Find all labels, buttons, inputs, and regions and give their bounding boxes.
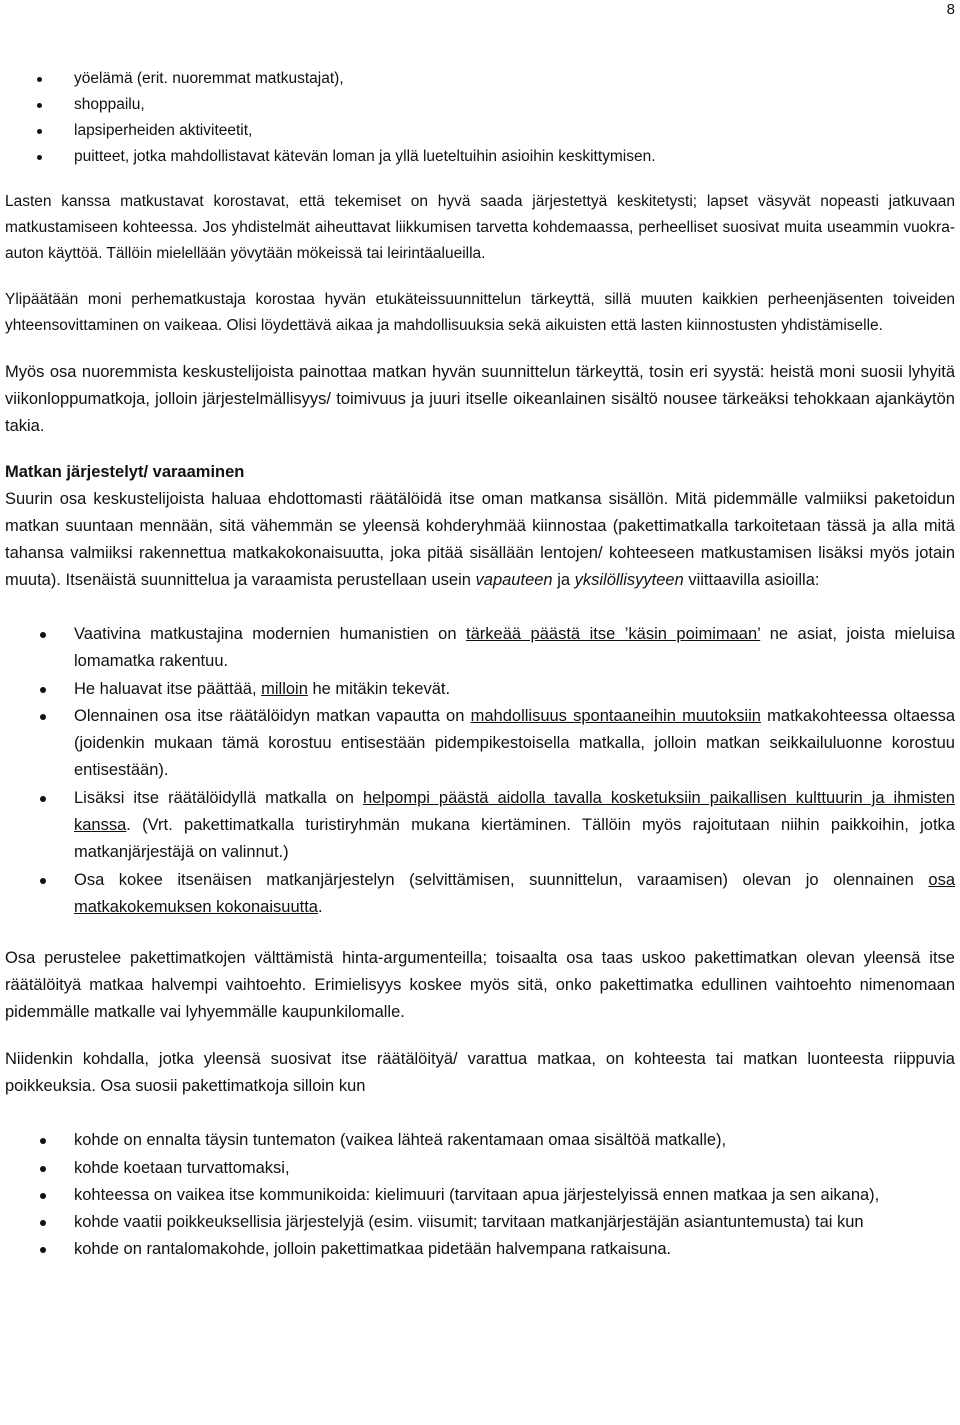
paragraph-tailoring (5, 486, 955, 594)
bullet-list-reasons (5, 621, 955, 921)
paragraph-younger: Myös osa nuoremmista keskustelijoista painottaa matkan hyvän suunnittelun tärkeyttä, tosin eri syystä: heistä moni suosii lyhyitä viikonloppumatkoja, jolloin järjestelmällisyys/ toimivuus ja juuri itselle oikeanlainen sisältö nousee tärkeäksi tehokkaan ajankäytön takia. (5, 363, 955, 435)
paragraph-price: Osa perustelee pakettimatkojen välttämistä hinta-argumenteilla; toisaalta osa taas uskoo pakettimatkan olevan yleensä itse räätälöityä matkaa halvempi vaihtoehto. Erimielisyys koskee myös sitä, onko pakettimatka edullinen vaihtoehto nimenomaan pidemmälle matkalle vai lyhyemmälle kaupunkilomalle. (5, 949, 955, 1022)
item-text: Osa kokee itsenäisen matkanjärjestelyn (selvittämisen, suunnittelun, varaamisen) olevan jo olennainen (74, 870, 929, 889)
underlined-text: tärkeää päästä itse ’käsin poimimaan’ (466, 625, 761, 643)
paragraph-text: ja (552, 571, 575, 589)
paragraph-text: viittaavilla asioilla: (683, 571, 820, 589)
paragraph-text: Suurin osa keskustelijoista haluaa ehdottomasti räätälöidä itse oman matkansa sisällön. Mitä pidemmälle valmiiksi paketoidun matkan suuntaan mennään, sitä vähemmän se yleensä kohderyhmää kiinnostaa (pakettimatkalla tarkoitetaan tässä ja alla mitä tahansa valmiiksi rakennettua matkakokonaisuutta, joka pitää sisällään lentojen/ kohteeseen matkustamisen lisäksi myös jotain muuta). Itsenäistä suunnittelua ja varaamista perustellaan usein (5, 490, 955, 589)
list-item: kohde vaatii poikkeuksellisia järjestelyjä (esim. viisumit; tarvitaan matkanjärjestäjän asiantuntemusta) tai kun (5, 1209, 955, 1236)
bullet-list-package-cases (5, 1127, 955, 1263)
list-item: kohteessa on vaikea itse kommunikoida: kielimuuri (tarvitaan apua järjestelyissä ennen matkaa ja sen aikana), (5, 1182, 955, 1209)
paragraph-planning: Ylipäätään moni perhematkustaja korostaa hyvän etukäteissuunnittelun tärkeyttä, sillä muuten kaikkien perheenjäsenten toiveiden yhteensovittaminen on vaikeaa. Olisi löydettävä aikaa ja mahdollisuuksia sekä aikuisten että lasten kiinnostusten yhdistämiselle. (5, 291, 955, 334)
list-item: yöelämä (erit. nuoremmat matkustajat), (5, 66, 955, 92)
list-item (5, 785, 955, 867)
list-item (5, 703, 955, 785)
item-text: he mitäkin tekevät. (307, 679, 451, 698)
underlined-text: mahdollisuus spontaaneihin muutoksiin (470, 706, 761, 725)
list-item: lapsiperheiden aktiviteetit, (5, 118, 955, 144)
list-item (5, 621, 955, 676)
document-body (5, 66, 955, 1264)
underlined-text: helpompi päästä aidolla tavalla kosketuksiin paikallisen kulttuurin ja ihmisten kanssa (74, 788, 955, 835)
list-item (5, 676, 955, 703)
list-item: puitteet, jotka mahdollistavat kätevän loman ja yllä lueteltuihin asioihin keskittymisen. (5, 144, 955, 170)
paragraph-families: Lasten kanssa matkustavat korostavat, että tekemiset on hyvä saada järjestettyä keskitetysti; lapset väsyvät nopeasti jatkuvaan matkustamiseen kohteessa. Jos yhdistelmät aiheuttavat liikkumisen tarvetta kohdemaassa, perheelliset suosivat muita useammin vuokra-auton käyttöä. Tällöin mielellään yövytään mökeissä tai leirintäalueilla. (5, 193, 955, 262)
page-number: 8 (946, 1, 955, 18)
underlined-text: milloin (261, 679, 308, 698)
section-heading: Matkan järjestelyt/ varaaminen (5, 463, 245, 481)
list-item: kohde koetaan turvattomaksi, (5, 1155, 955, 1182)
emphasis-freedom: vapauteen (475, 571, 553, 589)
paragraph-exceptions: Niidenkin kohdalla, jotka yleensä suosivat itse räätälöityä/ varattua matkaa, on kohteesta tai matkan luonteesta riippuvia poikkeuksia. Osa suosii pakettimatkoja silloin kun (5, 1050, 955, 1096)
item-text: . (Vrt. pakettimatkalla turistiryhmän mukana kiertäminen. Tällöin myös rajoitutaan niihin paikkoihin, jotka matkanjärjestäjä on valinnut.) (74, 816, 955, 862)
emphasis-individuality: yksilöllisyyteen (574, 571, 684, 589)
item-text: Vaativina matkustajina modernien humanistien on (74, 625, 467, 643)
bullet-list-interests (5, 66, 955, 170)
list-item: kohde on rantalomakohde, jolloin pakettimatkaa pidetään halvempana ratkaisuna. (5, 1236, 955, 1263)
item-text: Lisäksi itse räätälöidyllä matkalla on (74, 788, 363, 807)
underlined-text: osa matkakokemuksen kokonaisuutta (74, 870, 955, 916)
item-text: ne asiat, joista mieluisa lomamatka rakentuu. (74, 625, 956, 671)
item-text: matkakohteessa oltaessa (joidenkin mukaan tämä korostuu entisestään pidempikestoisella matkalla, jolloin matkan seikkailuluonne korostuu entisestään). (74, 706, 955, 780)
list-item (5, 867, 955, 922)
list-item: shoppailu, (5, 92, 955, 118)
item-text: . (317, 897, 323, 916)
item-text: Olennainen osa itse räätälöidyn matkan vapautta on (74, 706, 471, 725)
list-item: kohde on ennalta täysin tuntematon (vaikea lähteä rakentamaan omaa sisältöä matkalle), (5, 1127, 955, 1154)
item-text: He haluavat itse päättää, (74, 679, 262, 698)
